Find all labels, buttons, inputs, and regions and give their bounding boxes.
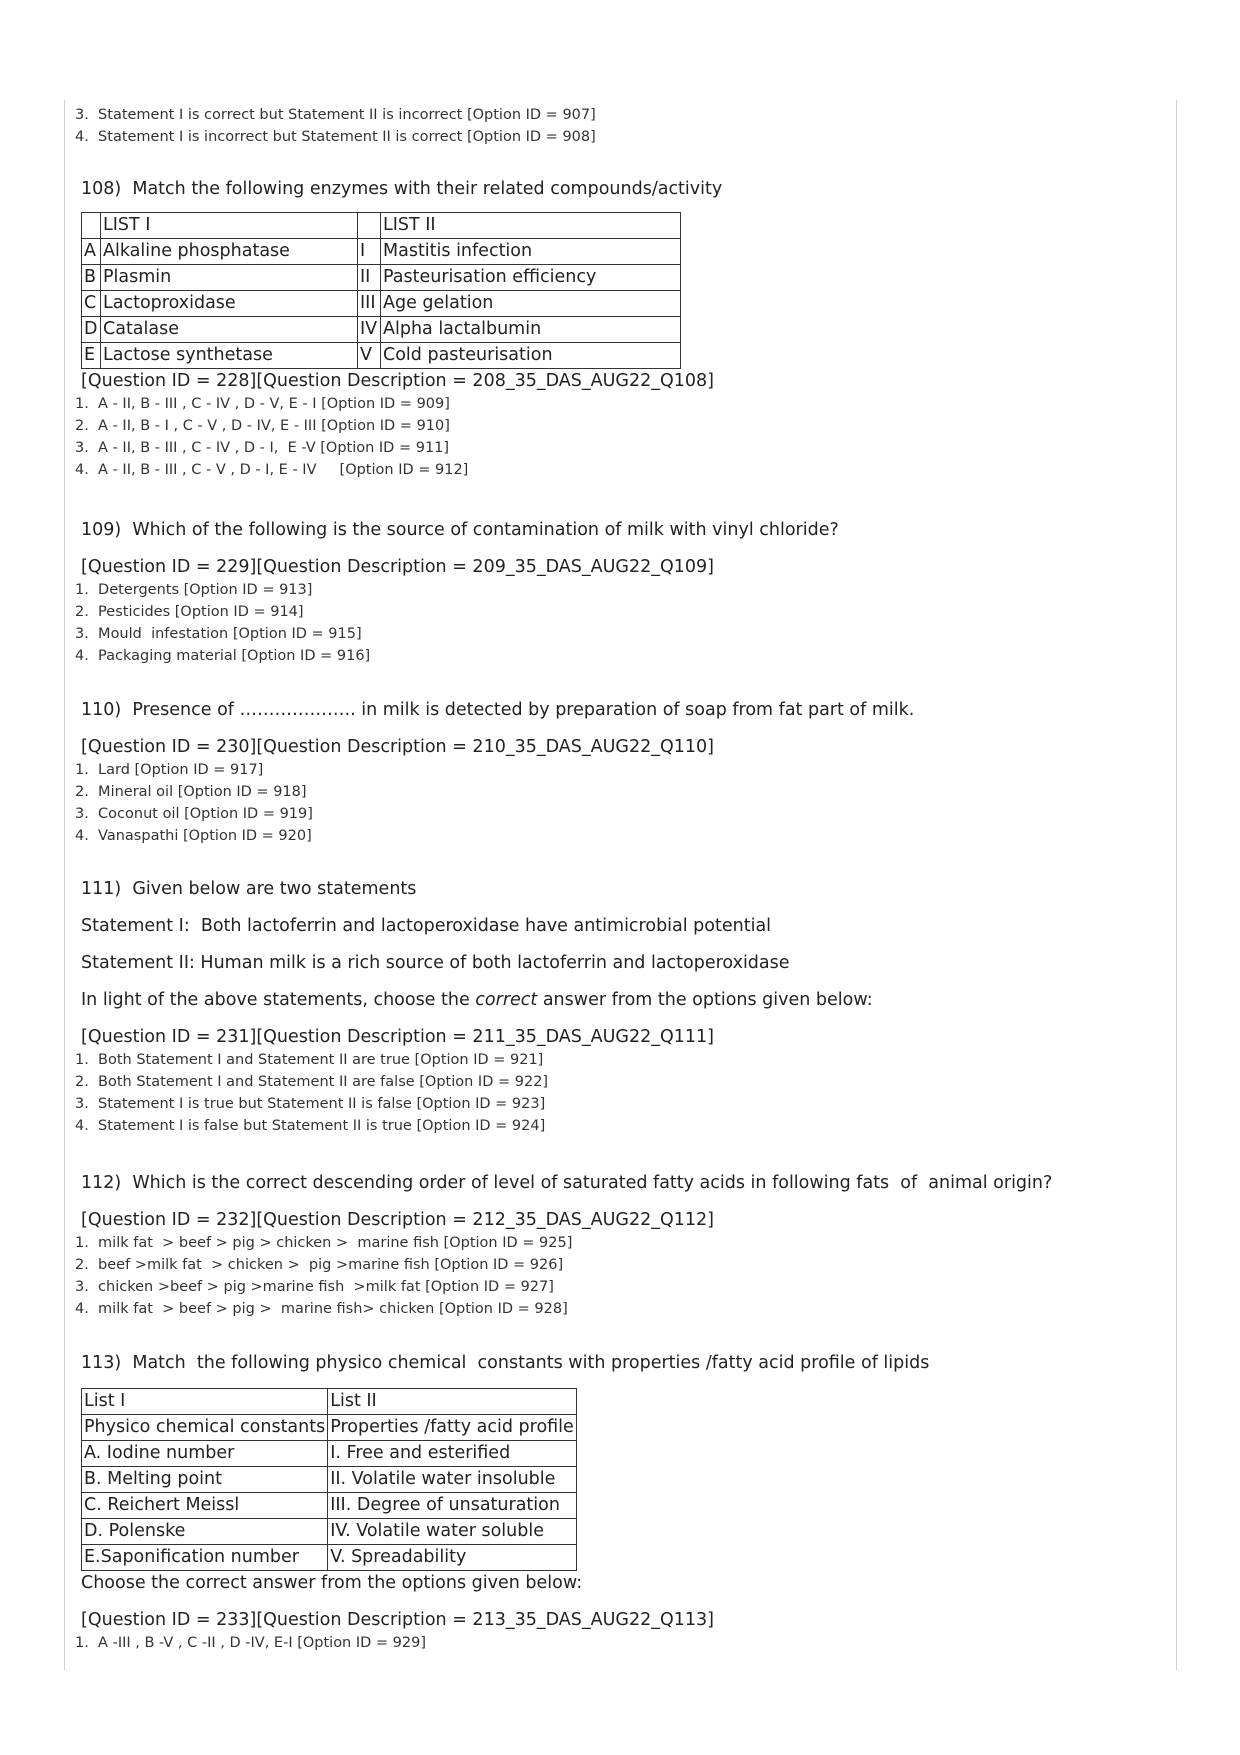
table-cell: Alpha lactalbumin (381, 317, 681, 343)
table-cell: List I (82, 1389, 328, 1415)
question-id-line: [Question ID = 230][Question Description = 210_35_DAS_AUG22_Q110] (81, 737, 714, 757)
question-111 (75, 877, 873, 1137)
table-cell: III. Degree of unsaturation (328, 1493, 577, 1519)
option-item: 2. A - II, B - I , C - V , D - IV, E - III [Option ID = 910] (75, 418, 450, 434)
table-cell: A (82, 239, 101, 265)
table-cell: III (358, 291, 381, 317)
table-row (82, 1519, 577, 1545)
question-title: 112) Which is the correct descending order of level of saturated fatty acids in following fats of animal origin? (81, 1173, 1053, 1193)
table-cell: I. Free and esterified (328, 1441, 577, 1467)
table-cell: IV. Volatile water soluble (328, 1519, 577, 1545)
prompt-text: answer from the options given below: (537, 990, 873, 1010)
table-cell: B. Melting point (82, 1467, 328, 1493)
question-title: 108) Match the following enzymes with their related compounds/activity (81, 179, 723, 199)
table-row (82, 1467, 577, 1493)
table-cell: E.Saponification number (82, 1545, 328, 1571)
prompt-emphasis: correct (475, 990, 538, 1010)
option-item: 1. milk fat > beef > pig > chicken > marine fish [Option ID = 925] (75, 1235, 573, 1251)
table-cell (82, 213, 101, 239)
table-cell: D. Polenske (82, 1519, 328, 1545)
option-item: 1. A -III , B -V , C -II , D -IV, E-I [Option ID = 929] (75, 1635, 427, 1651)
option-item: 4. A - II, B - III , C - V , D - I, E - IV [Option ID = 912] (75, 462, 469, 478)
option-item: 1. Detergents [Option ID = 913] (75, 582, 313, 598)
table-cell: C (82, 291, 101, 317)
question-112 (75, 1171, 1052, 1320)
left-margin-rule (64, 100, 65, 1670)
table-row (82, 1545, 577, 1571)
table-cell: Alkaline phosphatase (101, 239, 358, 265)
option-item: 2. beef >milk fat > chicken > pig >marine fish [Option ID = 926] (75, 1257, 564, 1273)
option-item: 1. A - II, B - III , C - IV , D - V, E - I [Option ID = 909] (75, 396, 450, 412)
question-title: 111) Given below are two statements (81, 879, 417, 899)
match-table (81, 1388, 577, 1571)
table-cell: LIST II (381, 213, 681, 239)
statement-two: Statement II: Human milk is a rich source of both lactoferrin and lactoperoxidase (81, 953, 790, 973)
table-row (82, 213, 681, 239)
option-item: 2. Both Statement I and Statement II are false [Option ID = 922] (75, 1074, 549, 1090)
table-row (82, 239, 681, 265)
options-list (75, 1049, 873, 1137)
option-item: 3. A - II, B - III , C - IV , D - I, E -V [Option ID = 911] (75, 440, 450, 456)
question-title: 110) Presence of ……………….. in milk is detected by preparation of soap from fat part of milk. (81, 700, 915, 720)
table-cell: E (82, 343, 101, 369)
table-cell: Properties /fatty acid profile (328, 1415, 577, 1441)
table-row (82, 343, 681, 369)
table-cell: V. Spreadability (328, 1545, 577, 1571)
option-item: 3. chicken >beef > pig >marine fish >milk fat [Option ID = 927] (75, 1279, 554, 1295)
table-cell: I (358, 239, 381, 265)
question-id-line: [Question ID = 229][Question Description = 209_35_DAS_AUG22_Q109] (81, 557, 714, 577)
table-cell (358, 213, 381, 239)
table-cell: IV (358, 317, 381, 343)
table-cell: Pasteurisation efficiency (381, 265, 681, 291)
table-row (82, 291, 681, 317)
table-cell: B (82, 265, 101, 291)
option-item: 4. Packaging material [Option ID = 916] (75, 648, 371, 664)
options-list (75, 759, 914, 847)
previous-question-options (75, 104, 596, 148)
question-title: 113) Match the following physico chemical constants with properties /fatty acid profile of lipids (81, 1353, 930, 1373)
table-cell: V (358, 343, 381, 369)
table-row (82, 1493, 577, 1519)
question-id-line: [Question ID = 233][Question Description = 213_35_DAS_AUG22_Q113] (81, 1610, 714, 1630)
table-cell: Lactoproxidase (101, 291, 358, 317)
options-list (75, 393, 722, 481)
option-item: 3. Coconut oil [Option ID = 919] (75, 806, 313, 822)
option-item: 3. Statement I is correct but Statement II is incorrect [Option ID = 907] (75, 107, 596, 123)
table-row (82, 265, 681, 291)
table-cell: List II (328, 1389, 577, 1415)
question-id-line: [Question ID = 231][Question Description = 211_35_DAS_AUG22_Q111] (81, 1027, 714, 1047)
question-110 (75, 698, 914, 847)
option-item: 2. Pesticides [Option ID = 914] (75, 604, 304, 620)
statement-one: Statement I: Both lactoferrin and lactoperoxidase have antimicrobial potential (81, 916, 772, 936)
right-margin-rule (1176, 100, 1177, 1670)
question-113 (75, 1351, 929, 1654)
table-cell: D (82, 317, 101, 343)
table-cell: II. Volatile water insoluble (328, 1467, 577, 1493)
question-109 (75, 518, 839, 667)
options-list (75, 1232, 1052, 1320)
question-prompt (75, 988, 873, 1012)
option-item: 4. milk fat > beef > pig > marine fish> chicken [Option ID = 928] (75, 1301, 568, 1317)
table-row (82, 1415, 577, 1441)
table-cell: Catalase (101, 317, 358, 343)
table-cell: A. Iodine number (82, 1441, 328, 1467)
table-row (82, 1389, 577, 1415)
question-id-line: [Question ID = 228][Question Description = 208_35_DAS_AUG22_Q108] (81, 371, 714, 391)
match-table (81, 212, 681, 369)
table-cell: Age gelation (381, 291, 681, 317)
option-item: 4. Vanaspathi [Option ID = 920] (75, 828, 312, 844)
table-cell: II (358, 265, 381, 291)
table-row (82, 1441, 577, 1467)
option-item: 1. Both Statement I and Statement II are true [Option ID = 921] (75, 1052, 544, 1068)
options-list (75, 579, 839, 667)
table-row (82, 317, 681, 343)
table-cell: LIST I (101, 213, 358, 239)
table-cell: Cold pasteurisation (381, 343, 681, 369)
option-item: 4. Statement I is incorrect but Statement II is correct [Option ID = 908] (75, 129, 596, 145)
options-list (75, 1632, 929, 1654)
option-item: 4. Statement I is false but Statement II is true [Option ID = 924] (75, 1118, 546, 1134)
table-cell: Lactose synthetase (101, 343, 358, 369)
question-title: 109) Which of the following is the source of contamination of milk with vinyl chloride? (81, 520, 839, 540)
prompt-text: In light of the above statements, choose the (81, 990, 476, 1010)
option-item: 1. Lard [Option ID = 917] (75, 762, 264, 778)
option-item: 2. Mineral oil [Option ID = 918] (75, 784, 307, 800)
question-id-line: [Question ID = 232][Question Description = 212_35_DAS_AUG22_Q112] (81, 1210, 714, 1230)
option-item: 3. Mould infestation [Option ID = 915] (75, 626, 362, 642)
table-cell: Plasmin (101, 265, 358, 291)
table-cell: Physico chemical constants (82, 1415, 328, 1441)
option-item: 3. Statement I is true but Statement II is false [Option ID = 923] (75, 1096, 546, 1112)
table-cell: C. Reichert Meissl (82, 1493, 328, 1519)
table-cell: Mastitis infection (381, 239, 681, 265)
choose-instruction: Choose the correct answer from the options given below: (81, 1573, 583, 1593)
question-108 (75, 177, 722, 481)
